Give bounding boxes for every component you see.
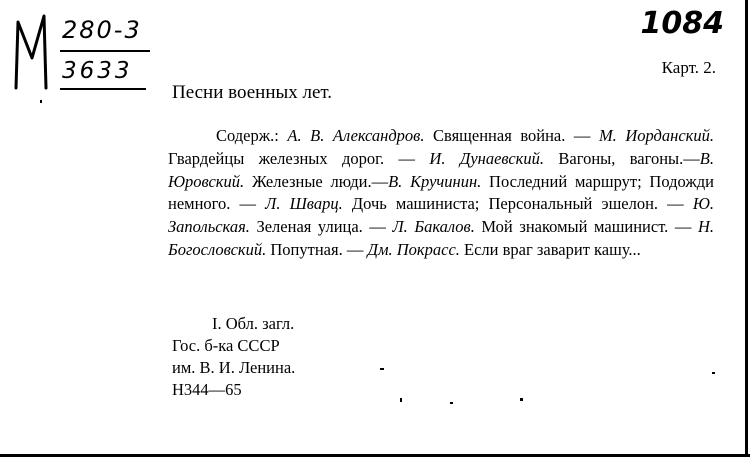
song-titles: Железные люди.— bbox=[244, 171, 389, 191]
card-right-edge bbox=[745, 0, 748, 457]
song-titles: Если враг заварит кашу... bbox=[459, 239, 641, 259]
card-number: Карт. 2. bbox=[661, 58, 716, 77]
speck bbox=[712, 372, 715, 374]
author-name: Л. Шварц. bbox=[265, 194, 343, 214]
shelf-mark-bottom: 3633 bbox=[62, 58, 133, 84]
handwritten-number: 1084 bbox=[640, 6, 724, 41]
song-titles: Дочь машиниста; Персональный эшелон. — bbox=[342, 194, 693, 214]
song-titles: Мой знакомый машинист. — bbox=[474, 217, 698, 237]
card-title: Песни военных лет. bbox=[172, 82, 333, 103]
speck bbox=[520, 398, 523, 401]
catalog-code: Н344—65 bbox=[172, 380, 242, 399]
author-name: Ю. Запольская. bbox=[168, 194, 714, 237]
speck bbox=[40, 100, 42, 103]
author-name: Л. Бакалов. bbox=[392, 217, 475, 237]
author-name: В. Кручинин. bbox=[388, 171, 482, 191]
speck bbox=[380, 368, 384, 370]
contents-paragraph bbox=[168, 125, 714, 262]
song-titles: Гвардейцы железных дорог. — bbox=[168, 148, 430, 168]
cover-note: I. Обл. загл. bbox=[212, 314, 295, 333]
author-name: М. Иорданский. bbox=[598, 126, 714, 145]
song-titles: Зеленая улица. — bbox=[249, 217, 393, 237]
author-name: А. В. Александров. bbox=[287, 126, 425, 145]
song-titles: Вагоны, вагоны.— bbox=[544, 148, 700, 168]
contents-label: Содерж.: bbox=[216, 126, 288, 145]
shelf-mark-top: 280-3 bbox=[62, 16, 142, 44]
handwritten-m-mark bbox=[12, 14, 50, 90]
author-name: И. Дунаевский. bbox=[429, 148, 545, 168]
song-titles: Попутная. — bbox=[266, 239, 368, 259]
speck bbox=[450, 402, 453, 404]
shelf-mark-underline bbox=[60, 88, 146, 90]
library-line-2: им. В. И. Ленина. bbox=[172, 358, 296, 377]
author-name: Дм. Покрасс. bbox=[367, 239, 460, 259]
imprint-block bbox=[172, 313, 295, 401]
song-titles: Священная война. — bbox=[424, 126, 599, 145]
library-line-1: Гос. б-ка СССР bbox=[172, 336, 280, 355]
author-name: Н. Богословский. bbox=[168, 217, 715, 259]
song-titles: Последний маршрут; Подожди немного. — bbox=[168, 171, 714, 214]
speck bbox=[400, 398, 402, 402]
shelf-mark-divider bbox=[60, 50, 150, 52]
author-name: В. Юровский. bbox=[168, 148, 714, 191]
